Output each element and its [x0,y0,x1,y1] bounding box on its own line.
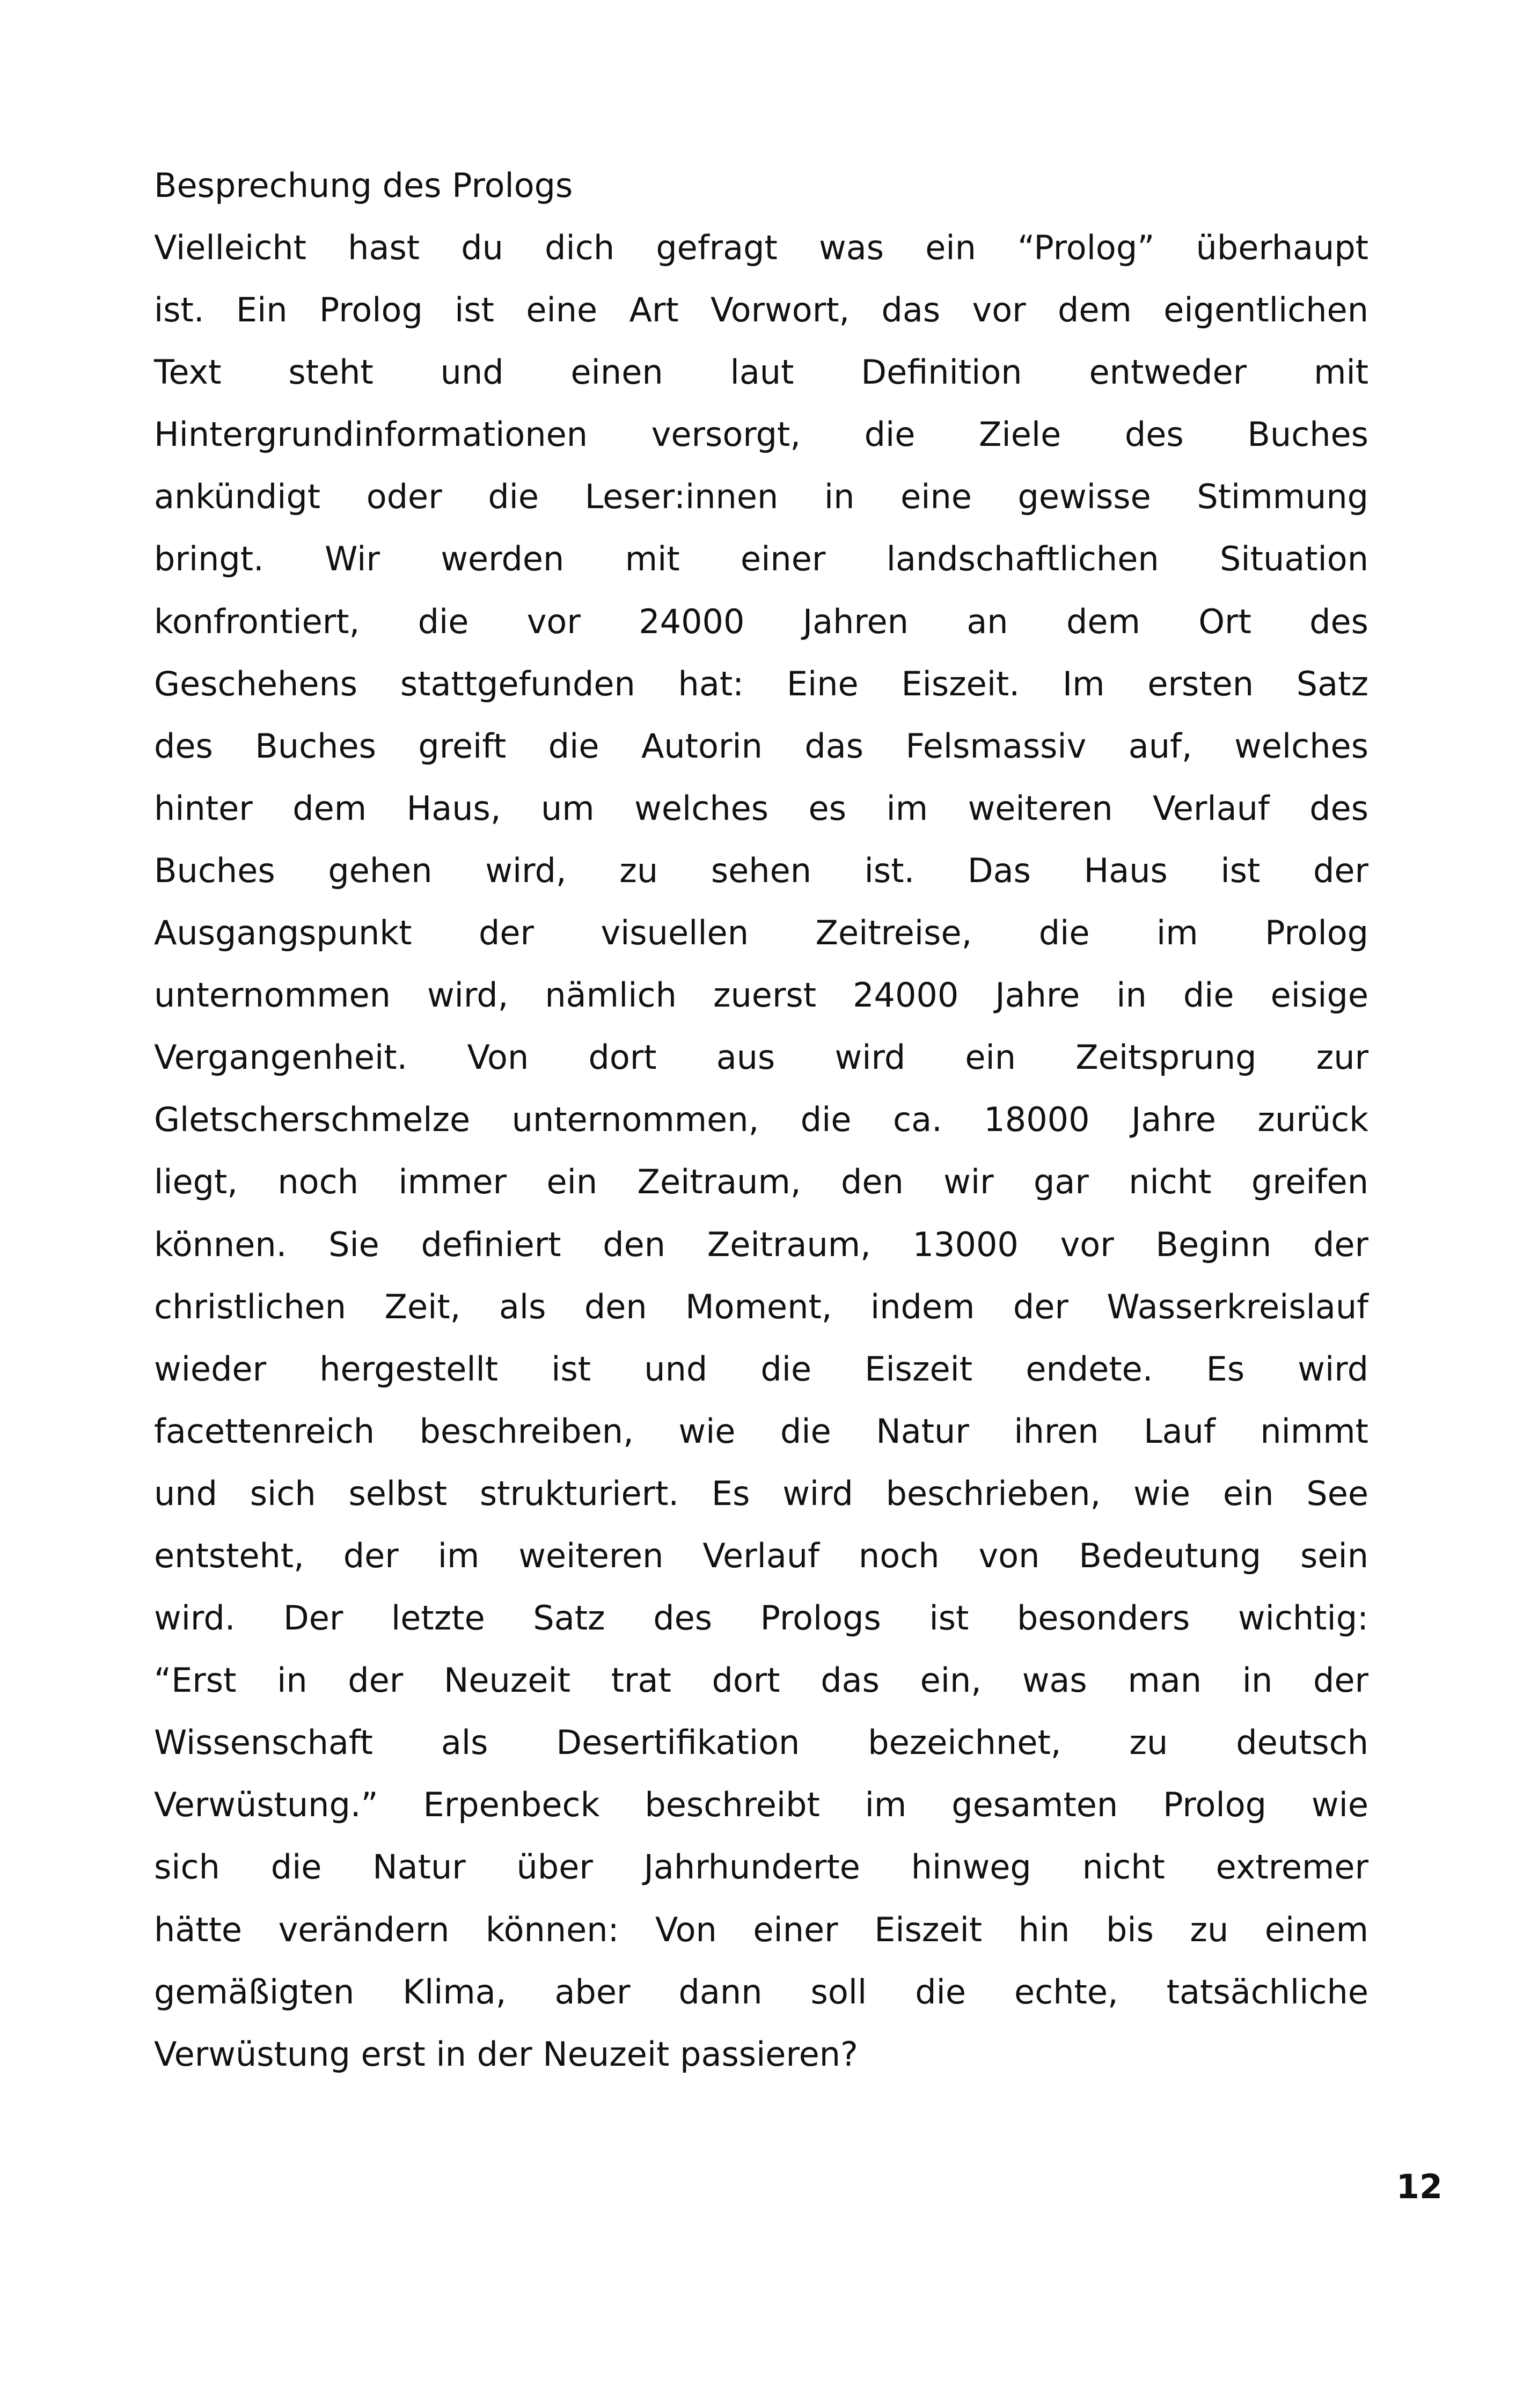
paragraph-line: Verwüstung erst in der Neuzeit passieren? [154,2034,858,2074]
paragraph-line: Wissenschaft als Desertifikation bezeichnet, zu deutsch [154,1723,1368,1763]
paragraph-line: Verwüstung.” Erpenbeck beschreibt im gesamten Prolog wie [154,1785,1368,1825]
paragraph-line: und sich selbst strukturiert. Es wird beschrieben, wie ein See [154,1473,1368,1513]
paragraph-line: des Buches greift die Autorin das Felsmassiv auf, welches [154,726,1368,766]
paragraph-line: entsteht, der im weiteren Verlauf noch von Bedeutung sein [154,1536,1368,1575]
paragraph-line: hätte verändern können: Von einer Eiszeit hin bis zu einem [154,1910,1368,1949]
paragraph-line: gemäßigten Klima, aber dann soll die echte, tatsächliche [154,1972,1368,2011]
body-text-block [154,155,1368,2086]
paragraph-line: konfrontiert, die vor 24000 Jahren an dem Ort des [154,601,1368,641]
paragraph-line: ist. Ein Prolog ist eine Art Vorwort, das vor dem eigentlichen [154,290,1368,330]
paragraph-line: können. Sie definiert den Zeitraum, 13000 vor Beginn der [154,1224,1368,1264]
page-number: 12 [1396,2167,1443,2206]
paragraph-line: facettenreich beschreiben, wie die Natur ihren Lauf nimmt [154,1411,1368,1451]
paragraph-line: Vielleicht hast du dich gefragt was ein “Prolog” überhaupt [154,228,1368,267]
paragraph-line: Ausgangspunkt der visuellen Zeitreise, die im Prolog [154,913,1368,953]
paragraph-line: bringt. Wir werden mit einer landschaftlichen Situation [154,539,1368,579]
section-heading: Besprechung des Prologs [154,166,573,205]
paragraph-line: Hintergrundinformationen versorgt, die Ziele des Buches [154,415,1368,454]
paragraph-line: Geschehens stattgefunden hat: Eine Eiszeit. Im ersten Satz [154,664,1368,703]
paragraph-line: liegt, noch immer ein Zeitraum, den wir gar nicht greifen [154,1162,1368,1202]
paragraph-line: wird. Der letzte Satz des Prologs ist besonders wichtig: [154,1598,1368,1638]
paragraph-line: Text steht und einen laut Definition entweder mit [154,353,1368,392]
paragraph-line: Buches gehen wird, zu sehen ist. Das Haus ist der [154,850,1368,890]
paragraph-line: Vergangenheit. Von dort aus wird ein Zeitsprung zur [154,1038,1368,1077]
paragraph-line: ankündigt oder die Leser:innen in eine gewisse Stimmung [154,477,1368,517]
paragraph-line: hinter dem Haus, um welches es im weiteren Verlauf des [154,788,1368,828]
paragraph-line: “Erst in der Neuzeit trat dort das ein, was man in der [154,1661,1368,1700]
paragraph-line: sich die Natur über Jahrhunderte hinweg nicht extremer [154,1847,1368,1887]
paragraph-line: unternommen wird, nämlich zuerst 24000 Jahre in die eisige [154,975,1368,1015]
paragraph-line: Gletscherschmelze unternommen, die ca. 18000 Jahre zurück [154,1100,1368,1140]
paragraph-line: christlichen Zeit, als den Moment, indem der Wasserkreislauf [154,1287,1368,1326]
paragraph-line: wieder hergestellt ist und die Eiszeit endete. Es wird [154,1349,1368,1389]
